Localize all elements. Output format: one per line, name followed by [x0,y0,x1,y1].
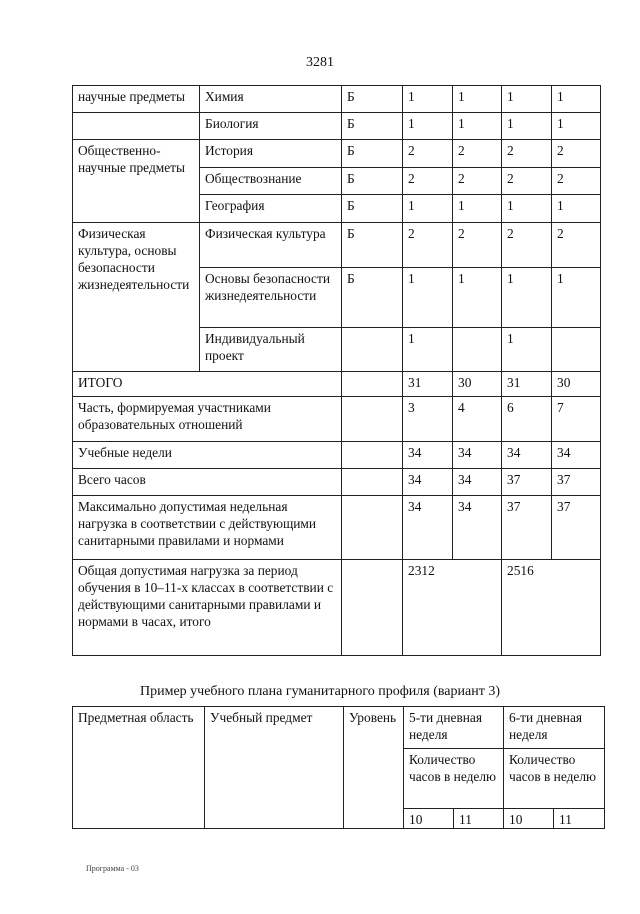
curriculum-table-continued [72,85,601,656]
hours-cell: 2 [403,140,453,168]
total-load-6day: 2516 [502,560,601,656]
header-subject: Учебный предмет [205,707,344,829]
final-row [73,560,601,656]
hours-cell: 34 [453,496,502,560]
subject-area [73,113,200,140]
total-label: Учебные недели [73,442,342,469]
level: Б [342,223,403,268]
total-row [73,496,601,560]
table-row [73,113,601,140]
subject-area: научные предметы [73,86,200,113]
page-number: 3281 [306,55,334,70]
hours-cell: 1 [453,113,502,140]
subject-name: Основы безопасности жизнедеятельности [200,268,342,328]
hours-cell: 1 [453,268,502,328]
hours-cell: 4 [453,397,502,442]
hours-cell [552,328,601,372]
hours-cell: 2 [453,168,502,195]
hours-cell [453,328,502,372]
footer-note: Программа - 03 [86,864,139,873]
table-row [73,140,601,168]
hours-cell: 2 [502,223,552,268]
hours-cell: 30 [453,372,502,397]
subject-name: География [200,195,342,223]
table-row [73,223,601,268]
final-label: Общая допустимая нагрузка за период обучения в 10–11-х классах в соответствии с действующими санитарными правилами и нормами в часах, итого [73,560,342,656]
curriculum-table-variant3 [72,706,605,829]
level: Б [342,195,403,223]
hours-cell: 2 [502,140,552,168]
header-subject-area: Предметная область [73,707,205,829]
level: Б [342,168,403,195]
header-row [73,707,605,749]
hours-cell: 37 [552,496,601,560]
total-label: Часть, формируемая участниками образовательных отношений [73,397,342,442]
hours-cell: 1 [403,328,453,372]
hours-cell: 37 [552,469,601,496]
total-load-5day: 2312 [403,560,502,656]
total-row [73,397,601,442]
subject-area: Общественно-научные предметы [73,140,200,223]
hours-cell: 34 [502,442,552,469]
header-level: Уровень [344,707,404,829]
total-row [73,442,601,469]
total-label: ИТОГО [73,372,342,397]
header-hours-5day: Количество часов в неделю [404,749,504,809]
hours-cell: 2 [403,168,453,195]
grade-label: 10 [504,809,554,829]
level: Б [342,86,403,113]
grade-label: 10 [404,809,454,829]
hours-cell: 2 [453,223,502,268]
hours-cell: 34 [403,469,453,496]
hours-cell: 1 [552,195,601,223]
subject-name: Химия [200,86,342,113]
hours-cell: 1 [502,113,552,140]
hours-cell: 2 [453,140,502,168]
subject-name: История [200,140,342,168]
subject-name: Обществознание [200,168,342,195]
hours-cell: 1 [502,195,552,223]
hours-cell: 3 [403,397,453,442]
level: Б [342,268,403,328]
hours-cell: 2 [552,140,601,168]
header-week-5day: 5-ти дневная неделя [404,707,504,749]
hours-cell: 1 [453,86,502,113]
hours-cell: 1 [502,268,552,328]
total-label: Максимально допустимая недельная нагрузка в соответствии с действующими санитарными правилами и нормами [73,496,342,560]
hours-cell: 6 [502,397,552,442]
grade-label: 11 [454,809,504,829]
total-row [73,469,601,496]
hours-cell: 2 [552,168,601,195]
hours-cell: 34 [453,442,502,469]
hours-cell: 1 [502,86,552,113]
hours-cell: 1 [552,268,601,328]
hours-cell: 34 [403,442,453,469]
hours-cell: 34 [403,496,453,560]
hours-cell: 37 [502,469,552,496]
hours-cell: 37 [502,496,552,560]
subject-name: Биология [200,113,342,140]
hours-cell: 31 [502,372,552,397]
hours-cell: 2 [552,223,601,268]
hours-cell: 1 [502,328,552,372]
subject-area: Физическая культура, основы безопасности жизнедеятельности [73,223,200,372]
hours-cell: 2 [403,223,453,268]
hours-cell: 7 [552,397,601,442]
hours-cell: 1 [403,268,453,328]
hours-cell: 1 [552,113,601,140]
level: Б [342,113,403,140]
total-label: Всего часов [73,469,342,496]
level [342,328,403,372]
hours-cell: 2 [502,168,552,195]
header-hours-6day: Количество часов в неделю [504,749,605,809]
header-week-6day: 6-ти дневная неделя [504,707,605,749]
level: Б [342,140,403,168]
table-caption: Пример учебного плана гуманитарного профиля (вариант 3) [139,684,500,699]
subject-name: Физическая культура [200,223,342,268]
grade-label: 11 [554,809,605,829]
hours-cell: 1 [403,113,453,140]
hours-cell: 1 [552,86,601,113]
hours-cell: 34 [552,442,601,469]
total-row [73,372,601,397]
subject-name: Индивидуальный проект [200,328,342,372]
hours-cell: 1 [453,195,502,223]
hours-cell: 30 [552,372,601,397]
hours-cell: 1 [403,86,453,113]
hours-cell: 1 [403,195,453,223]
table-row [73,86,601,113]
hours-cell: 31 [403,372,453,397]
hours-cell: 34 [453,469,502,496]
